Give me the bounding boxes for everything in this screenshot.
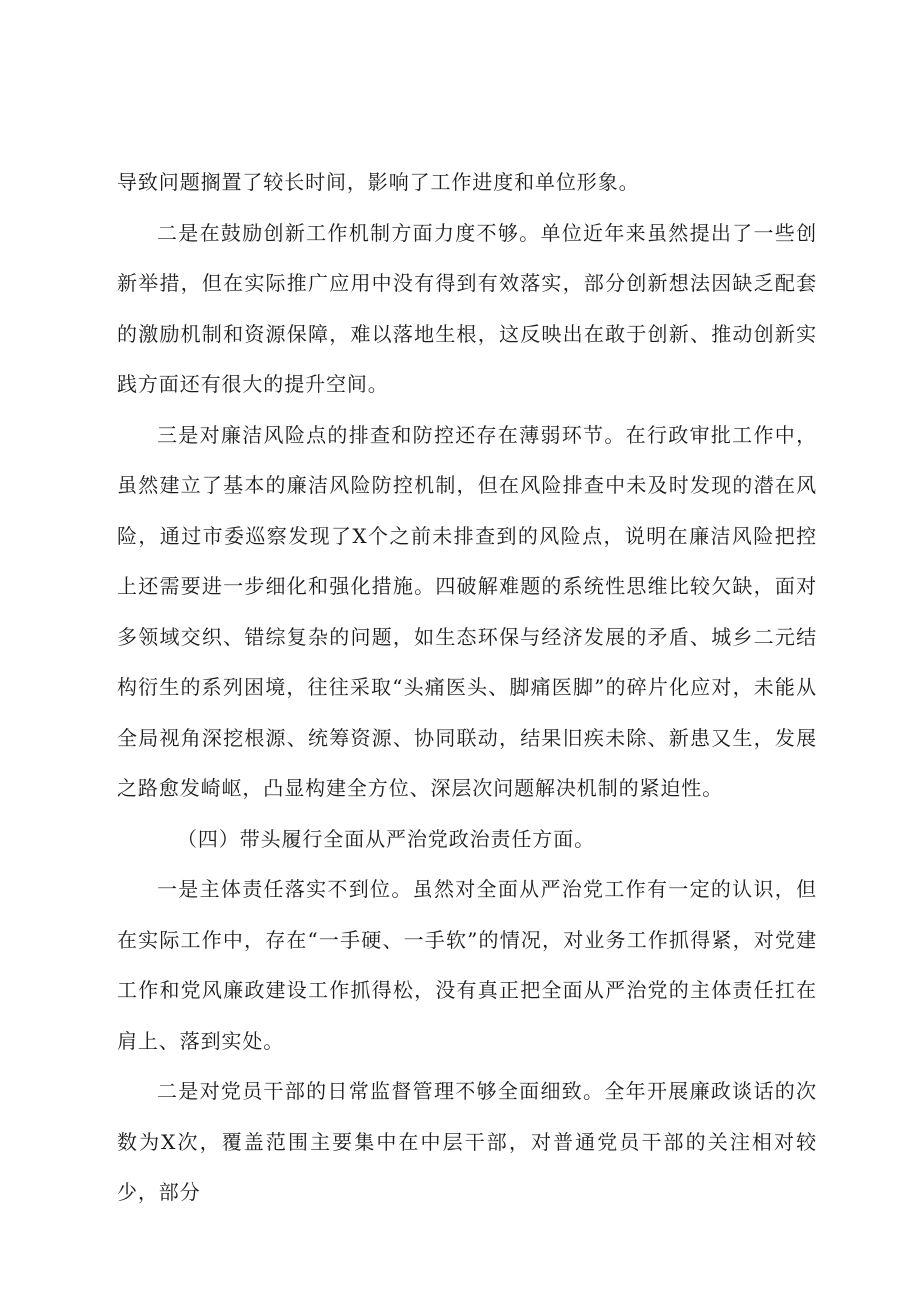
paragraph-daily-supervision: 二是对党员干部的日常监督管理不够全面细致。全年开展廉政谈话的次数为X次，覆盖范围主要集中在中层干部，对普通党员干部的关注相对较少，部分 — [117, 1079, 817, 1204]
section-heading-four: （四）带头履行全面从严治党政治责任方面。 — [177, 826, 595, 851]
paragraph-innovation-mechanism: 二是在鼓励创新工作机制方面力度不够。单位近年来虽然提出了一些创新举措，但在实际推广应用中没有得到有效落实，部分创新想法因缺乏配套的激励机制和资源保障，难以落地生根，这反映出在敢于创新、推动创新实践方面还有很大的提升空间。 — [117, 220, 817, 396]
paragraph-continuation: 导致问题搁置了较长时间，影响了工作进度和单位形象。 — [117, 170, 640, 194]
paragraph-main-responsibility: 一是主体责任落实不到位。虽然对全面从严治党工作有一定的认识，但在实际工作中，存在“一手硬、一手软”的情况，对业务工作抓得紧，对党建工作和党风廉政建设工作抓得松，没有真正把全面从严治党的主体责任扛在肩上、落到实处。 — [117, 877, 817, 1053]
paragraph-integrity-risk: 三是对廉洁风险点的排查和防控还存在薄弱环节。在行政审批工作中，虽然建立了基本的廉洁风险防控机制，但在风险排查中未及时发现的潜在风险，通过市委巡察发现了X个之前未排查到的风险点，说明在廉洁风险把控上还需要进一步细化和强化措施。四破解难题的系统性思维比较欠缺，面对多领域交织、错综复杂的问题，如生态环保与经济发展的矛盾、城乡二元结构衍生的系列困境，往往采取“头痛医头、脚痛医脚”的碎片化应对，未能从全局视角深挖根源、统筹资源、协同联动，结果旧疾未除、新患又生，发展之路愈发崎岖，凸显构建全方位、深层次问题解决机制的紧迫性。 — [117, 422, 817, 800]
document-body — [117, 157, 817, 1218]
